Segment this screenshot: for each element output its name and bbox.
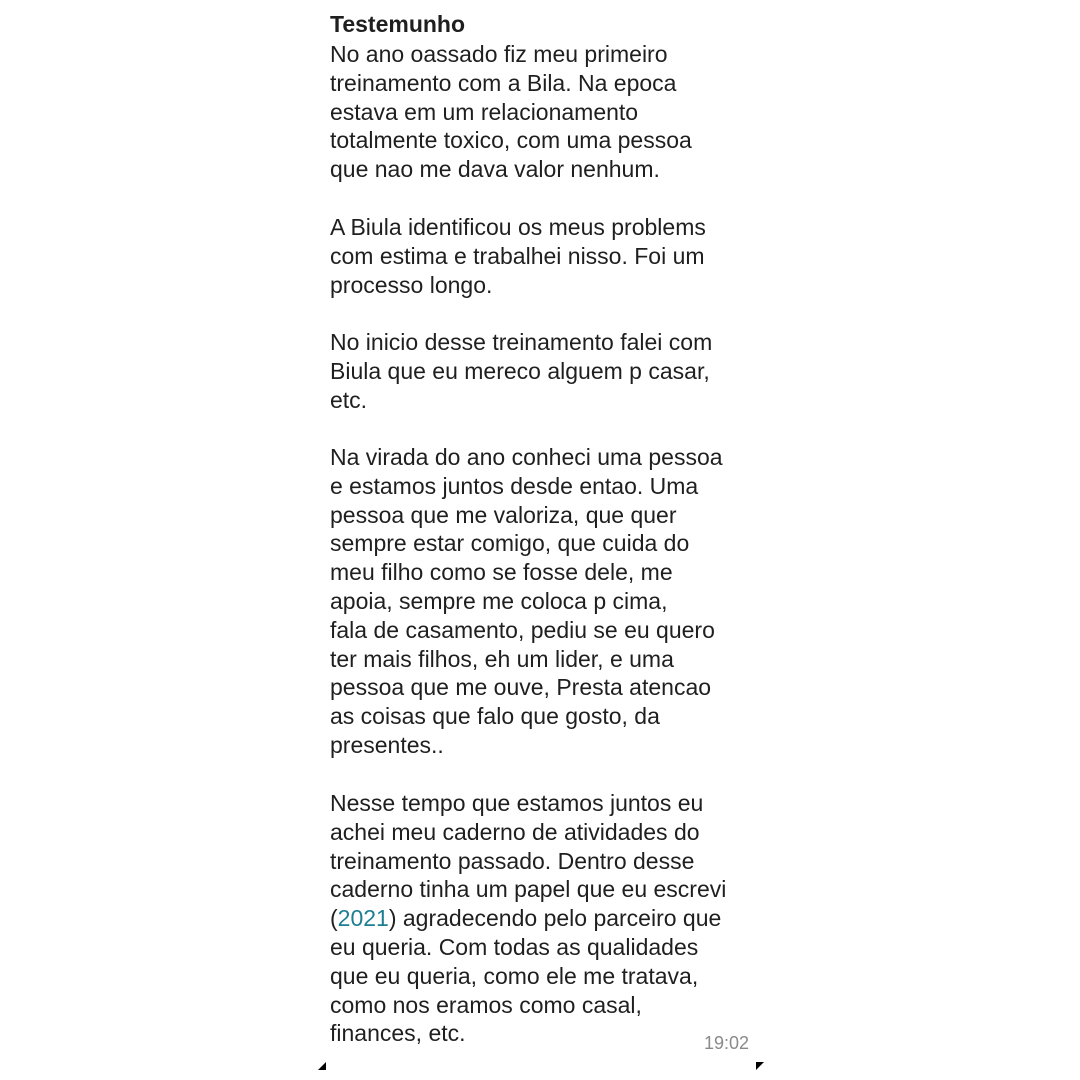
message-paragraph-2	[330, 213, 706, 299]
message-line: fala de casamento, pediu se eu quero	[330, 616, 715, 643]
message-line: caderno tinha um papel que eu escrevi	[330, 876, 727, 903]
message-line: processo longo.	[330, 271, 493, 298]
message-line: pessoa que me valoriza, que quer	[330, 501, 677, 528]
message-line: como nos eramos como casal,	[330, 991, 642, 1018]
bubble-corner-left	[318, 1062, 326, 1070]
message-line: as coisas que falo que gosto, da	[330, 703, 660, 730]
message-paragraph-1	[330, 40, 692, 184]
message-line: finances, etc.	[330, 1020, 466, 1047]
bubble-corner-right	[756, 1062, 764, 1070]
message-line: etc.	[330, 386, 368, 413]
message-line: presentes..	[330, 731, 444, 758]
link-line-rest: ) agradecendo pelo parceiro que	[388, 905, 722, 932]
message-line: sempre estar comigo, que cuida do	[330, 530, 690, 557]
message-line: achei meu caderno de atividades do	[330, 818, 700, 845]
message-line: pessoa que me ouve, Presta atencao	[330, 674, 712, 701]
message-line: totalmente toxico, com uma pessoa	[330, 127, 692, 154]
message-title: Testemunho	[330, 11, 466, 37]
message-line: apoia, sempre me coloca p cima,	[330, 587, 668, 614]
message-line: treinamento com a Bila. Na epoca	[330, 69, 677, 96]
message-line: que eu queria, como ele me tratava,	[330, 962, 699, 989]
message-line: estava em um relacionamento	[330, 98, 639, 125]
paren-open: (	[330, 905, 338, 932]
message-line: com estima e trabalhei nisso. Foi um	[330, 242, 705, 269]
message-line: eu queria. Com todas as qualidades	[330, 933, 699, 960]
message-paragraph-3	[330, 328, 712, 414]
message-line: No ano oassado fiz meu primeiro	[330, 41, 668, 67]
message-line: treinamento passado. Dentro desse	[330, 847, 695, 874]
message-line-with-link	[330, 904, 726, 933]
message-line: No inicio desse treinamento falei com	[330, 329, 713, 355]
message-paragraph-5	[330, 789, 726, 1048]
message-line: ter mais filhos, eh um lider, e uma	[330, 645, 674, 672]
message-line: Na virada do ano conheci uma pessoa	[330, 444, 723, 470]
message-line: Biula que eu mereco alguem p casar,	[330, 357, 710, 384]
message-line: e estamos juntos desde entao. Uma	[330, 472, 699, 499]
message-line: A Biula identificou os meus problems	[330, 214, 706, 240]
message-timestamp: 19:02	[704, 1033, 750, 1053]
message-line: que nao me dava valor nenhum.	[330, 156, 660, 183]
message-line: Nesse tempo que estamos juntos eu	[330, 790, 704, 816]
message-line: meu filho como se fosse dele, me	[330, 559, 673, 586]
message-paragraph-4	[330, 443, 723, 760]
year-link[interactable]: 2021	[337, 905, 389, 932]
